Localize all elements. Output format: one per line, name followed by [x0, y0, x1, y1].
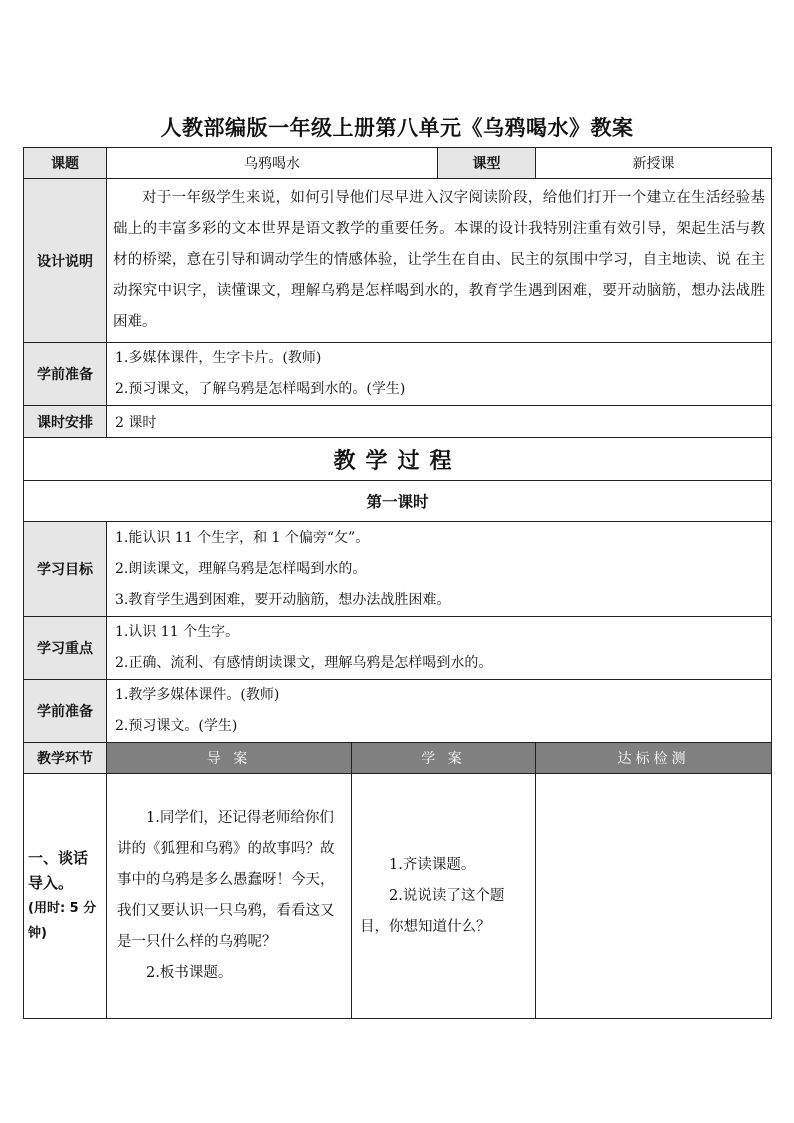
col-stage-header: 教学环节 — [24, 743, 107, 774]
stage1-learn-item: 2.说说读了这个题目，你想知道什么？ — [360, 887, 505, 935]
col-guide-header: 导 案 — [107, 743, 352, 774]
prep1-row — [24, 343, 772, 406]
lesson-plan-table — [23, 147, 772, 1019]
design-label: 设计说明 — [24, 179, 107, 343]
goals-label: 学习目标 — [24, 522, 107, 617]
prep1-label: 学前准备 — [24, 343, 107, 406]
document-title: 人教部编版一年级上册第八单元《乌鸦喝水》教案 — [160, 116, 634, 140]
stage1-learn-item: 1.齐读课题。 — [389, 856, 476, 873]
process-row — [24, 438, 772, 481]
prep2-list — [107, 680, 772, 743]
column-header-row — [24, 743, 772, 774]
prep1-list — [107, 343, 772, 406]
prep2-item: 1.教学多媒体课件。(教师) — [115, 687, 280, 703]
first-lesson-heading: 第一课时 — [24, 481, 772, 522]
design-text: 对于一年级学生来说，如何引导他们尽早进入汉字阅读阶段，给他们打开一个建立在生活经验基础上的丰富多彩的文本世界是语文教学的重要任务。本课的设计我特别注重有效引导，架起生活与教材的桥梁，意在引导和调动学生的情感体验，让学生在自由、民主的氛围中学习，自主地读、说 在主动探究中识字，读懂课文，理解乌鸦是怎样喝到水的，教育学生遇到困难，要开动脑筋，想办法战胜困难。 — [107, 179, 772, 343]
prep2-row — [24, 680, 772, 743]
prep1-item: 1.多媒体课件，生字卡片。(教师) — [115, 350, 322, 366]
goals-item: 2.朗读课文，理解乌鸦是怎样喝到水的。 — [115, 560, 367, 577]
focus-item: 2.正确、流利、有感情朗读课文，理解乌鸦是怎样喝到水的。 — [115, 655, 493, 671]
stage1-row — [24, 774, 772, 1019]
focus-row — [24, 617, 772, 680]
goals-item: 3.教育学生遇到困难，要开动脑筋，想办法战胜困难。 — [115, 591, 451, 608]
prep2-item: 2.预习课文。(学生) — [115, 718, 238, 734]
design-row — [24, 179, 772, 343]
lesson-label: 课题 — [24, 148, 107, 179]
stage1-guide — [107, 774, 352, 1019]
stage1-time: (用时: 5 分钟) — [28, 901, 97, 941]
type-value: 新授课 — [536, 148, 772, 179]
focus-list — [107, 617, 772, 680]
col-learn-header: 学 案 — [352, 743, 536, 774]
first-lesson-row — [24, 481, 772, 522]
goals-item: 1.能认识 11 个生字，和 1 个偏旁“攵”。 — [115, 529, 370, 546]
stage1-label — [24, 774, 107, 1019]
goals-row — [24, 522, 772, 617]
stage1-name: 一、谈话导入。 — [28, 849, 89, 892]
col-check-header: 达标检测 — [536, 743, 772, 774]
stage1-check — [536, 774, 772, 1019]
prep1-item: 2.预习课文，了解乌鸦是怎样喝到水的。(学生) — [115, 381, 406, 397]
focus-item: 1.认识 11 个生字。 — [115, 624, 240, 640]
schedule-value: 2 课时 — [107, 406, 772, 438]
goals-list — [107, 522, 772, 617]
lesson-row — [24, 148, 772, 179]
schedule-row — [24, 406, 772, 438]
type-label: 课型 — [438, 148, 536, 179]
stage1-learn — [352, 774, 536, 1019]
stage1-guide-item: 1.同学们，还记得老师给你们讲的《狐狸和乌鸦》的故事吗？故事中的乌鸦是多么愚蠢呀！今天，我们又要认识一只乌鸦，看看这又是一只什么样的乌鸦呢？ — [117, 810, 335, 950]
stage1-guide-item: 2.板书课题。 — [146, 965, 233, 981]
process-heading: 教学过程 — [24, 438, 772, 481]
schedule-label: 课时安排 — [24, 406, 107, 438]
prep2-label: 学前准备 — [24, 680, 107, 743]
focus-label: 学习重点 — [24, 617, 107, 680]
lesson-value: 乌鸦喝水 — [107, 148, 438, 179]
